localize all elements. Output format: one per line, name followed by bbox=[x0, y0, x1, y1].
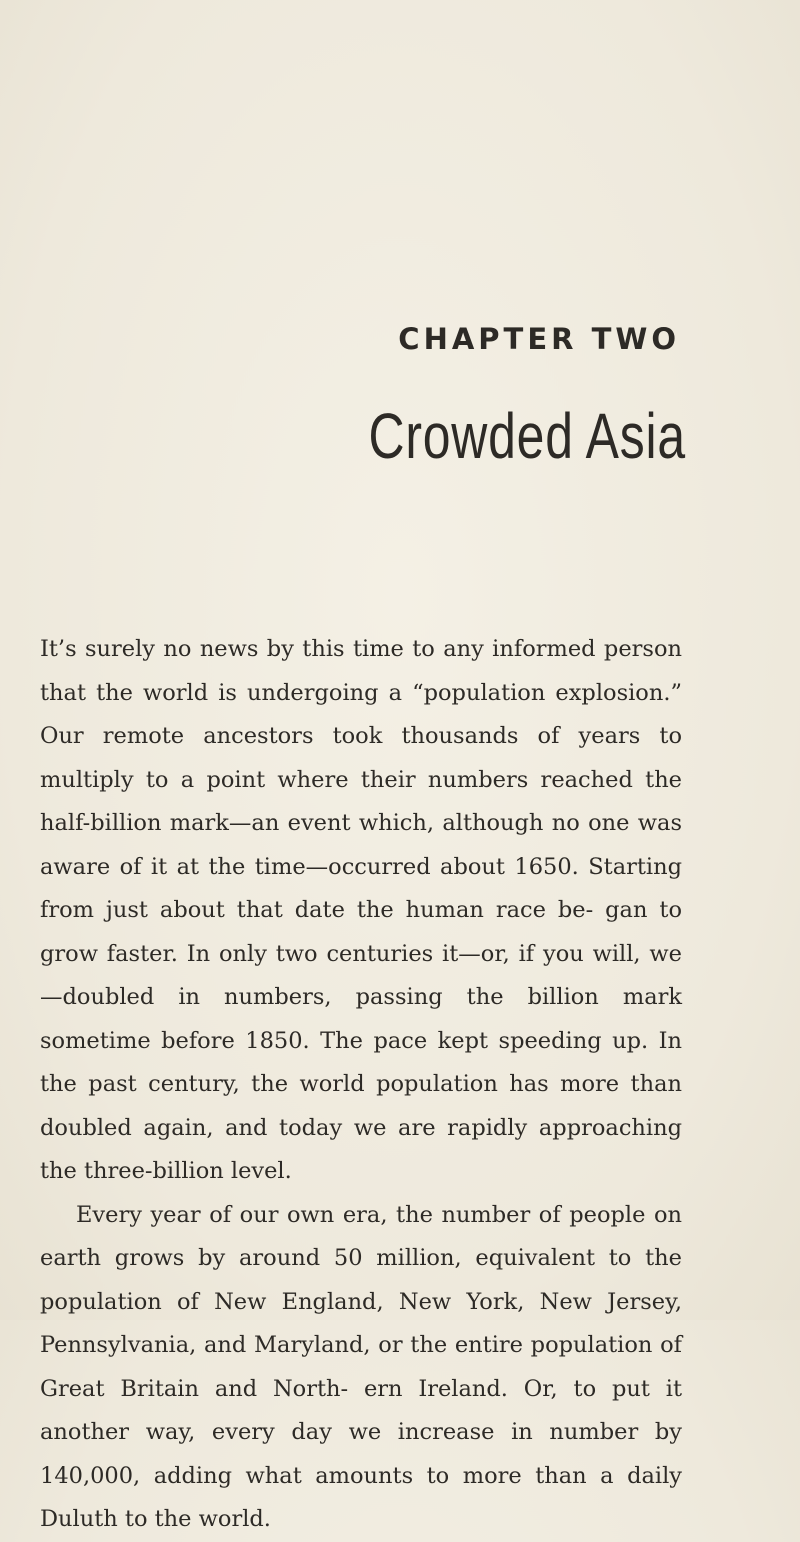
paragraph-2: Every year of our own era, the number of people on earth grows by around 50 million, equivalent to the population of New England, New York, New Jersey, Pennsylvania, and Maryland, or the entire population of Great Britain and North- ern Ireland. Or, to put it another way, every day we increase in number by 140,000, adding what amounts to more than a daily Duluth to the world. bbox=[40, 1201, 682, 1532]
chapter-body bbox=[40, 628, 682, 1542]
paragraph-1: It’s surely no news by this time to any informed person that the world is undergoing a “population explosion.” Our remote ancestors took thousands of years to multiply to a point where their numbers reached the half-billion mark—an event which, although no one was aware of it at the time—occurred about 1650. Starting from just about that date the human race be- gan to grow faster. In only two centuries it—or, if you will, we—doubled in numbers, passing the billion mark sometime before 1850. The pace kept speeding up. In the past century, the world population has more than doubled again, and today we are rapidly approaching the three-billion level. bbox=[40, 636, 682, 1184]
chapter-label: CHAPTER TWO bbox=[398, 322, 680, 356]
chapter-title: Crowded Asia bbox=[368, 400, 686, 472]
